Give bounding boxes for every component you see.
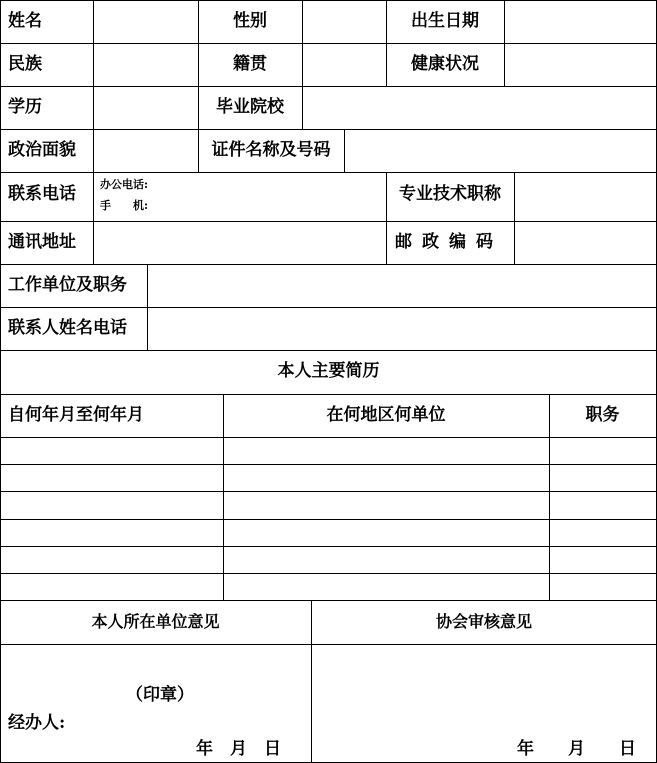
contact-field[interactable] [148,308,656,350]
school-label: 毕业院校 [216,97,284,117]
health-field[interactable] [505,44,656,86]
resume-row[interactable] [1,438,656,464]
resume-row[interactable] [1,520,656,546]
professional-title-label: 专业技术职称 [399,184,501,204]
school-field[interactable] [303,87,656,129]
education-label: 学历 [8,97,42,117]
unit-date-label: 年 月 日 [196,739,281,759]
ethnicity-label: 民族 [8,54,42,74]
address-field[interactable] [94,222,386,264]
resume-title: 本人主要简历 [277,361,380,381]
table-line [0,394,657,395]
birth-date-field[interactable] [505,1,656,43]
native-place-field[interactable] [303,44,386,86]
education-field[interactable] [94,87,198,129]
handler-label: 经办人: [8,713,66,733]
resume-row[interactable] [1,492,656,519]
resume-row[interactable] [1,465,656,491]
postcode-label: 邮政编码 [395,232,503,252]
employer-field[interactable] [148,265,656,307]
id-doc-label: 证件名称及号码 [211,140,331,160]
resume-row[interactable] [1,547,656,573]
resume-row[interactable] [1,574,656,600]
name-field[interactable] [94,1,198,43]
position-column-header: 职务 [585,405,620,425]
period-column-header: 自何年月至何年月 [8,405,144,425]
table-line [0,350,657,351]
political-status-field[interactable] [94,130,198,172]
contact-label: 联系人姓名电话 [8,318,127,338]
association-opinion-title: 协会审核意见 [435,612,532,631]
postcode-field[interactable] [515,222,656,264]
birth-date-label: 出生日期 [411,11,479,31]
office-phone-label: 办公电话: [100,178,149,191]
employer-label: 工作单位及职务 [8,275,127,295]
phone-field[interactable] [160,173,386,221]
ethnicity-field[interactable] [94,44,198,86]
health-label: 健康状况 [411,54,479,74]
native-place-label: 籍贯 [233,54,267,74]
political-status-label: 政治面貌 [8,140,76,160]
professional-title-field[interactable] [515,173,656,221]
phone-label: 联系电话 [8,184,76,204]
table-line [0,600,657,601]
gender-field[interactable] [303,1,386,43]
name-label: 姓名 [8,11,42,31]
gender-label: 性别 [233,11,267,31]
seal-label: （印章） [126,685,194,705]
address-label: 通讯地址 [8,232,76,252]
unit-opinion-title: 本人所在单位意见 [91,612,220,631]
mobile-label: 手 机: [100,199,149,212]
place-column-header: 在何地区何单位 [326,405,446,425]
id-doc-field[interactable] [345,130,656,172]
association-date-label: 年 月 日 [517,739,636,759]
